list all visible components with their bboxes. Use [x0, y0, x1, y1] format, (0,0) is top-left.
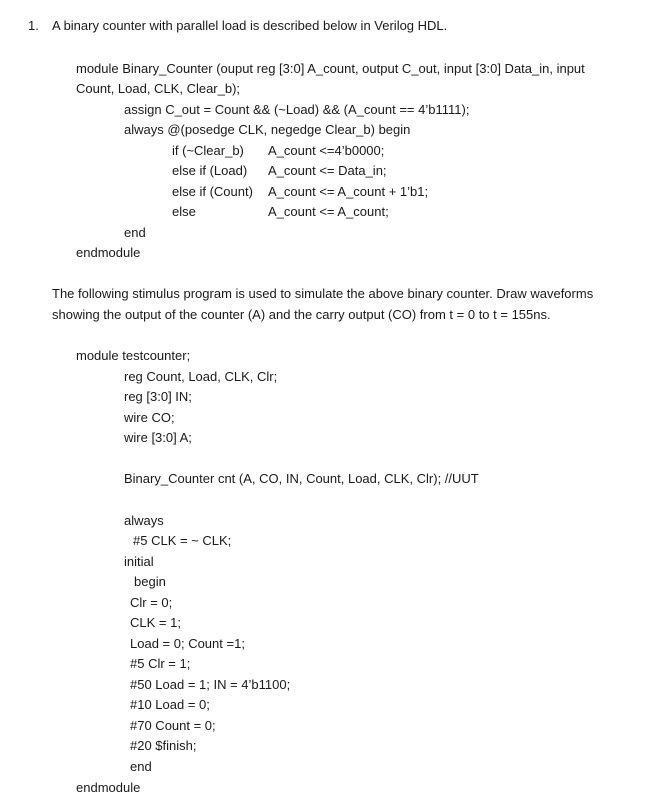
- module2-end: end: [130, 759, 152, 774]
- module2-stmt-2: Load = 0; Count =1;: [130, 636, 245, 651]
- module1-stmt-0: A_count <=4’b0000;: [268, 143, 385, 158]
- module2-stmt-1: CLK = 1;: [130, 615, 181, 630]
- module2-stmt-3: #5 Clr = 1;: [130, 656, 191, 671]
- module2-initial: initial: [124, 554, 154, 569]
- paragraph-line1: The following stimulus program is used to simulate the above binary counter. Draw waveforms: [52, 286, 594, 301]
- module2-decl-2: reg [3:0] IN;: [124, 389, 192, 404]
- module2-decl-4: wire [3:0] A;: [124, 430, 192, 445]
- module1-stmt-3: A_count <= A_count;: [268, 204, 389, 219]
- module2-always: always: [124, 513, 164, 528]
- module2-header: module testcounter;: [76, 348, 191, 363]
- module2-stmt-4: #50 Load = 1; IN = 4’b1100;: [130, 677, 291, 692]
- question-title: A binary counter with parallel load is described below in Verilog HDL.: [52, 18, 448, 33]
- paragraph-line2: showing the output of the counter (A) and the carry output (CO) from t = 0 to t = 155ns.: [52, 307, 551, 322]
- module2-stmt-7: #20 $finish;: [130, 738, 197, 753]
- module1-assign: assign C_out = Count && (~Load) && (A_count == 4’b1111);: [124, 102, 470, 117]
- module2-decl-1: reg Count, Load, CLK, Clr;: [124, 369, 278, 384]
- module1-stmt-1: A_count <= Data_in;: [268, 163, 387, 178]
- module2-stmt-0: Clr = 0;: [130, 595, 173, 610]
- module1-cond-1: else if (Load): [172, 163, 248, 178]
- module1-cond-2: else if (Count): [172, 184, 253, 199]
- question-number: 1.: [28, 18, 39, 33]
- module2-begin: begin: [134, 574, 166, 589]
- module1-stmt-2: A_count <= A_count + 1’b1;: [268, 184, 429, 199]
- module1-cond-3: else: [172, 204, 196, 219]
- module1-endmodule: endmodule: [76, 245, 141, 260]
- module2-clk-toggle: #5 CLK = ~ CLK;: [133, 533, 232, 548]
- module2-stmt-6: #70 Count = 0;: [130, 718, 216, 733]
- module1-cond-0: if (~Clear_b): [172, 143, 244, 158]
- module1-header-line1: module Binary_Counter (ouput reg [3:0] A_count, output C_out, input [3:0] Data_in, input: [76, 61, 585, 76]
- module1-always: always @(posedge CLK, negedge Clear_b) begin: [124, 122, 411, 137]
- module1-header-line2: Count, Load, CLK, Clear_b);: [76, 81, 241, 96]
- module1-end: end: [124, 225, 146, 240]
- module2-stmt-5: #10 Load = 0;: [130, 697, 210, 712]
- module2-instance: Binary_Counter cnt (A, CO, IN, Count, Load, CLK, Clr); //UUT: [124, 471, 479, 486]
- module2-endmodule: endmodule: [76, 780, 141, 795]
- module2-decl-3: wire CO;: [124, 410, 175, 425]
